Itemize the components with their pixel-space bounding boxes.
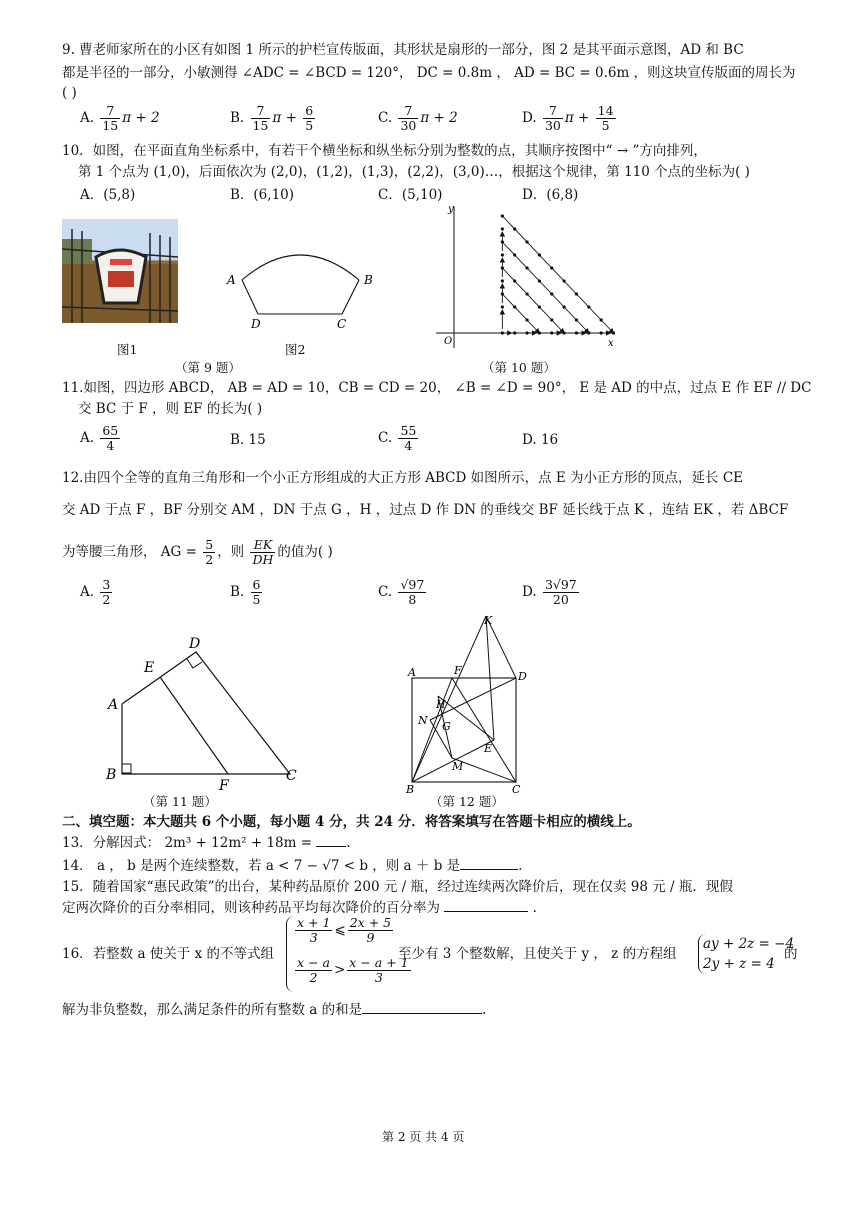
fig12-label-h: H [436, 698, 446, 711]
q10-option-b: B．(6,10) [230, 187, 295, 203]
fig9-label-d: D [251, 317, 261, 331]
q10-option-d: D．(6,8) [522, 187, 579, 203]
fig9-caption1: 图1 [117, 342, 138, 357]
fig12-label-b: B [406, 783, 415, 794]
fig12-label-a: A [408, 666, 416, 679]
q15-blank [444, 911, 528, 912]
fig9-label-b: B [364, 273, 373, 287]
fig10-diagonal-arrow [502, 268, 564, 333]
q13-blank [316, 846, 346, 847]
fig9-photo-drawing [62, 219, 178, 323]
fig10-point [501, 253, 504, 256]
q12-option-c: C. $\frac{√97}{8}$ [378, 577, 425, 607]
fig12-label: （第 12 题） [430, 794, 504, 809]
fig12-label-k: K [484, 614, 493, 627]
fig9-label: （第 9 题） [175, 360, 241, 375]
q12-line1: 12.由四个全等的直角三角形和一个小正方形组成的大正方形 ABCD 如图所示，点 E 为小正方形的顶点，延长 CE [62, 470, 744, 486]
q9-option-c: C. $\frac{7}{30}$ π + 2 [378, 103, 458, 133]
q16-inequality-2: $\frac{x - a}{2}$ > $\frac{x - a + 1}{3}$ [297, 955, 409, 985]
fig10-diagram [430, 200, 620, 355]
q16-pre: 16．若整数 a 使关于 x 的不等式组 [62, 946, 275, 962]
fig12-label-f: F [454, 664, 462, 677]
q10-line2: 第 1 个点为 (1,0)，后面依次为 (2,0)，(1,2)，(1,3)，(2,2)，(3,0)…，根据这个规律，第 110 个点的坐标为( ) [78, 164, 750, 180]
q12-option-d: D. $\frac{3√97}{20}$ [522, 577, 577, 607]
fig9-diagram [222, 238, 382, 334]
fig11-label-b: B [106, 767, 117, 783]
q16-equation-2: 2y + z = 4 [703, 956, 775, 972]
q9-option-d: D. $\frac{7}{30}$ π + $\frac{14}{5}$ [522, 103, 614, 133]
q13: 13．分解因式： 2m³ + 12m² + 18m = . [62, 835, 351, 851]
q11-option-d: D. 16 [522, 432, 559, 448]
q9-option-a: A. $\frac{7}{15}$ π + 2 [80, 103, 160, 133]
q15-line1: 15．随着国家“惠民政策”的出台，某种药品原价 200 元 / 瓶，经过连续两次降价后，现在仅卖 98 元 / 瓶．现假 [62, 879, 733, 895]
fig9-label-c: C [337, 317, 347, 331]
fig12-label-g: G [442, 720, 451, 733]
q16-line2: 解为非负整数，那么满足条件的所有整数 a 的和是 . [62, 1002, 487, 1018]
fig12-label-e: E [484, 742, 493, 755]
fig11-label-f: F [219, 778, 229, 790]
q12-option-b: B. $\frac{6}{5}$ [230, 577, 261, 607]
fig10-label: （第 10 题） [482, 360, 556, 375]
q9-line2: 都是半径的一部分，小敏测得 ∠ADC = ∠BCD = 120°， DC = 0.8m ， AD = BC = 0.6m ，则这块宣传版面的周长为 [62, 65, 796, 81]
fig10-point [501, 227, 504, 230]
fig10-origin: O [444, 336, 453, 347]
q14: 14． a ， b 是两个连续整数，若 a < 7 − √7 < b ，则 a ＋ b 是 . [62, 858, 523, 874]
q9-line1: 9. 曹老师家所在的小区有如图 1 所示的护栏宣传版面，其形状是扇形的一部分，图 2 是其平面示意图，AD 和 BC [62, 42, 744, 58]
q10-option-a: A．(5,8) [80, 187, 136, 203]
fig11-label: （第 11 题） [143, 794, 217, 809]
q16-equation-1: ay + 2z = −4 [703, 936, 795, 952]
page-footer: 第 2 页 共 4 页 [382, 1130, 465, 1144]
q11-option-a: A. $\frac{65}{4}$ [80, 423, 119, 453]
fig12-label-n: N [418, 714, 428, 727]
q9-option-b: B. $\frac{7}{15}$ π + $\frac{6}{5}$ [230, 103, 314, 133]
fig10-point [513, 331, 516, 334]
q12-line3: 为等腰三角形， AG = $\frac{5}{2}$ ，则 $\frac{EK}{DH}$ 的值为( ) [62, 537, 333, 567]
q16-equation-system [698, 934, 794, 974]
q10-option-c: C．(5,10) [378, 187, 443, 203]
fig11-label-d: D [189, 636, 201, 652]
fig10-diagonal-arrow [502, 216, 613, 333]
q16-inequality-system [286, 915, 409, 992]
fig9-label-a: A [227, 273, 236, 287]
q12-line2: 交 AD 于点 F ，BF 分别交 AM ，DN 于点 G ，H ，过点 D 作 DN 的垂线交 BF 延长线于点 K ，连结 EK ，若 ΔBCF [62, 502, 789, 518]
q12-option-a: A. $\frac{3}{2}$ [80, 577, 111, 607]
q16-mid: 至少有 3 个整数解，且使关于 y ， z 的方程组 [398, 946, 677, 962]
q11-option-c: C. $\frac{55}{4}$ [378, 423, 417, 453]
fig10-y-label: y [448, 204, 454, 215]
fig10-point [501, 305, 504, 308]
fig10-points [501, 214, 620, 334]
q9-line3: ( ) [62, 85, 77, 101]
fig11-label-a: A [108, 697, 119, 713]
fig12-label-d: D [518, 670, 527, 683]
fig12-label-m: M [452, 760, 464, 773]
q16-blank [362, 1013, 482, 1014]
fig9-photo [62, 219, 178, 323]
fig9-caption2: 图2 [285, 342, 306, 357]
q11-line1: 11.如图，四边形 ABCD， AB = AD = 10，CB = CD = 20， ∠B = ∠D = 90°， E 是 AD 的中点，过点 E 作 EF // DC [62, 380, 812, 396]
fig11-label-c: C [286, 768, 297, 784]
q11-line2: 交 BC 于 F ，则 EF 的长为( ) [78, 401, 263, 417]
q11-option-b: B. 15 [230, 432, 266, 448]
fig12-label-c: C [512, 783, 521, 794]
fig10-diagonal-arrow [502, 294, 539, 333]
section2-heading: 二、填空题：本大题共 6 个小题，每小题 4 分，共 24 分．将答案填写在答题卡相应的横线上。 [62, 814, 641, 830]
q15-line2: 定两次降价的百分率相同，则该种药品平均每次降价的百分率为 . [62, 900, 537, 916]
q16-post: 的 [784, 946, 798, 962]
q14-blank [460, 869, 518, 870]
fig10-x-label: x [608, 338, 614, 349]
fig11-diagram [100, 630, 320, 790]
q10-line1: 10．如图，在平面直角坐标系中，有若干个横坐标和纵坐标分别为整数的点，其顺序按图中“ → ”方向排列， [62, 143, 707, 159]
fig12-diagram [398, 608, 548, 794]
fig10-point [501, 279, 504, 282]
q16-inequality-1: $\frac{x + 1}{3}$ ⩽ $\frac{2x + 5}{9}$ [297, 915, 392, 945]
fig11-label-e: E [144, 660, 155, 676]
fig10-diagonal-arrow [502, 242, 588, 333]
